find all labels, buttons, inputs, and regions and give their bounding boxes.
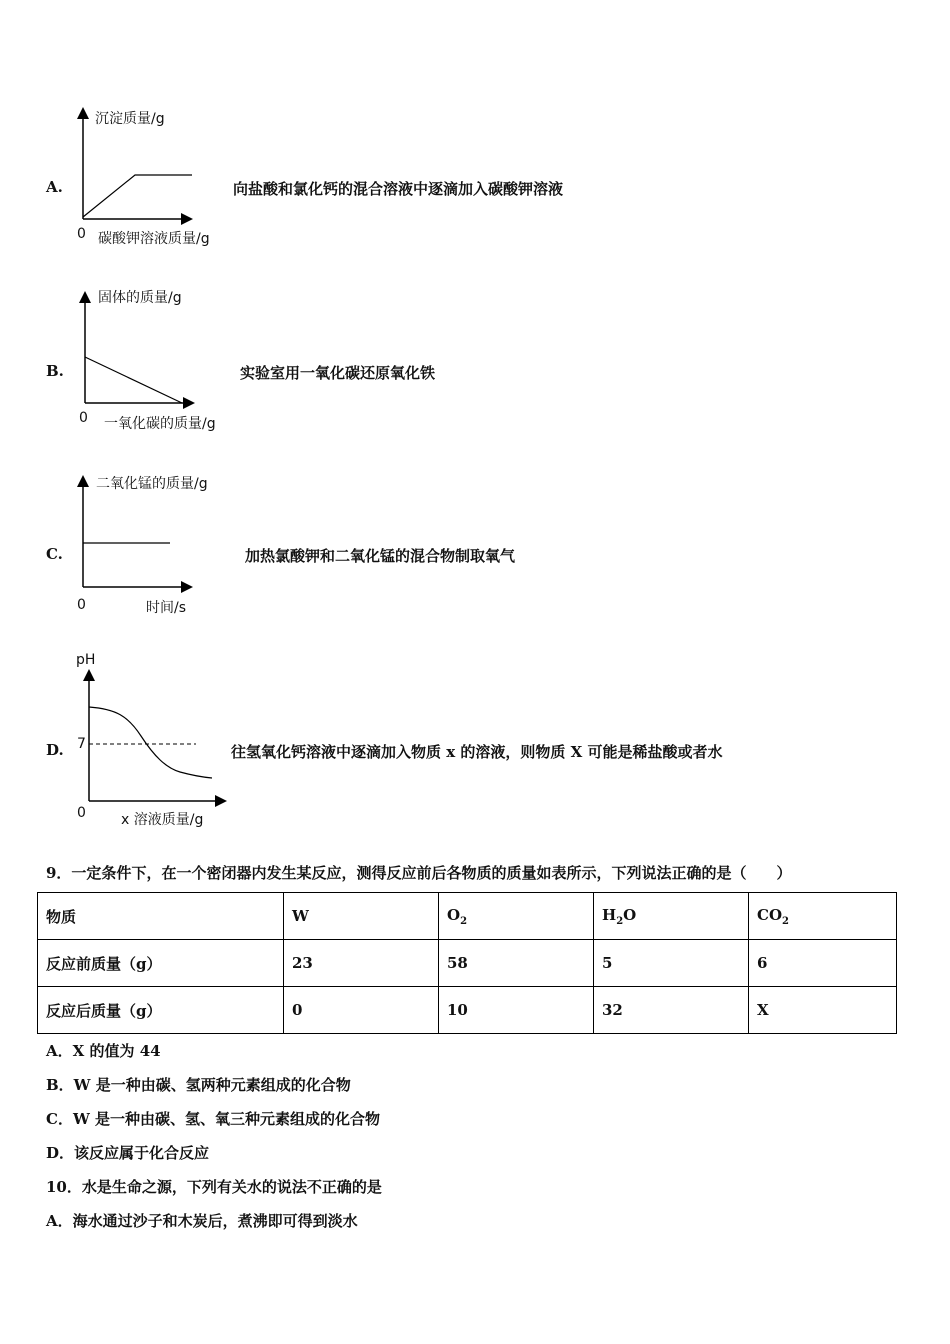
- graph-d-ylabel: pH: [76, 652, 96, 668]
- graph-c-ylabel: 二氧化锰的质量/g: [96, 476, 208, 492]
- graph-d-xlabel: x 溶液质量/g: [121, 812, 204, 828]
- question-10-option-a: A．海水通过沙子和木炭后，煮沸即可得到淡水: [46, 1212, 358, 1230]
- table-row: [38, 893, 897, 940]
- table-cell: 6: [749, 940, 897, 987]
- question-9-stem: 9．一定条件下，在一个密闭器内发生某反应，测得反应前后各物质的质量如表所示，下列说法正确的是（ ）: [46, 864, 792, 882]
- graph-d-origin: 0: [77, 805, 86, 821]
- table-cell: 58: [439, 940, 594, 987]
- table-row: [38, 940, 897, 987]
- graph-a-xlabel: 碳酸钾溶液质量/g: [98, 231, 210, 247]
- option-c-letter: C.: [46, 545, 63, 563]
- table-cell-label: 反应后质量（g）: [38, 987, 284, 1034]
- table-cell-label: 反应前质量（g）: [38, 940, 284, 987]
- question-9-option-d: D．该反应属于化合反应: [46, 1144, 210, 1162]
- graph-b-xlabel: 一氧化碳的质量/g: [104, 416, 216, 432]
- table-header-co2: $CO_2$: [749, 893, 897, 940]
- graph-d: [76, 664, 236, 814]
- graph-b-description: 实验室用一氧化碳还原氧化铁: [240, 364, 436, 382]
- table-header-w: W: [284, 893, 439, 940]
- table-cell: 32: [594, 987, 749, 1034]
- graph-c-description: 加热氯酸钾和二氧化锰的混合物制取氧气: [245, 547, 516, 565]
- graph-c-origin: 0: [77, 597, 86, 613]
- table-cell: 0: [284, 987, 439, 1034]
- graph-a-curve: [83, 175, 192, 217]
- graph-b-curve: [85, 357, 182, 403]
- table-cell: X: [749, 987, 897, 1034]
- question-9-option-a: A．X 的值为 44: [46, 1042, 161, 1060]
- option-b-letter: B.: [46, 362, 64, 380]
- graph-b-origin: 0: [79, 410, 88, 426]
- table-cell: 10: [439, 987, 594, 1034]
- table-header-o2: $O_2$: [439, 893, 594, 940]
- question-10-stem: 10．水是生命之源，下列有关水的说法不正确的是: [46, 1178, 382, 1196]
- question-9-option-c: C．W 是一种由碳、氢、氧三种元素组成的化合物: [46, 1110, 381, 1128]
- option-a-letter: A.: [46, 178, 63, 196]
- option-d-letter: D.: [46, 741, 64, 759]
- table-cell: 5: [594, 940, 749, 987]
- graph-d-ph7-mark: 7: [77, 736, 86, 752]
- graph-a-ylabel: 沉淀质量/g: [95, 111, 165, 127]
- graph-d-description: 往氢氧化钙溶液中逐滴加入物质 x 的溶液，则物质 X 可能是稀盐酸或者水: [231, 743, 723, 761]
- graph-b-ylabel: 固体的质量/g: [98, 290, 182, 306]
- question-9-option-b: B．W 是一种由碳、氢两种元素组成的化合物: [46, 1076, 351, 1094]
- graph-d-curve: [89, 707, 212, 778]
- table-cell: 23: [284, 940, 439, 987]
- table-row: [38, 987, 897, 1034]
- table-header-substance: 物质: [38, 893, 284, 940]
- table-header-h2o: $H_2O$: [594, 893, 749, 940]
- graph-a-origin: 0: [77, 226, 86, 242]
- graph-a-description: 向盐酸和氯化钙的混合溶液中逐滴加入碳酸钾溶液: [233, 180, 564, 198]
- mass-table: [37, 892, 897, 1034]
- graph-c-xlabel: 时间/s: [146, 600, 187, 616]
